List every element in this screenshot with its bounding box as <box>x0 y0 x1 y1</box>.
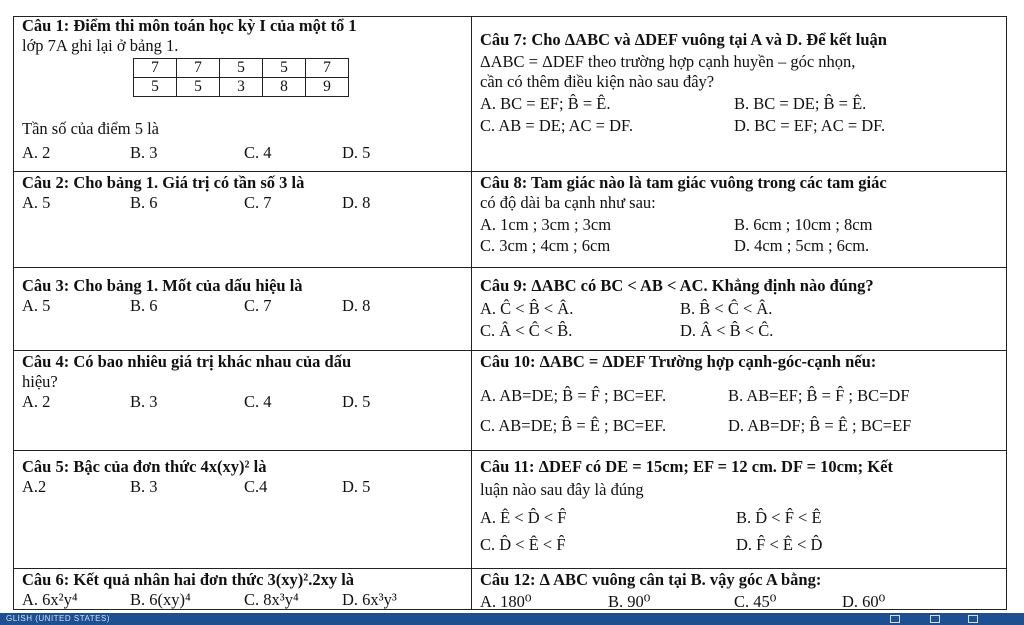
table-cell: 7 <box>134 59 177 78</box>
table-cell: 5 <box>134 78 177 97</box>
question-8 <box>471 171 1007 267</box>
q1-line2: lớp 7A ghi lại ở bảng 1. <box>22 36 179 55</box>
q12-title: Câu 12: Δ ABC vuông cân tại B. vậy góc A bằng: <box>480 570 822 589</box>
option-c: C. 3cm ; 4cm ; 6cm <box>480 236 611 255</box>
q3-options <box>22 296 471 316</box>
q11-title: Câu 11: ΔDEF có DE = 15cm; EF = 12 cm. DF = 10cm; Kết <box>480 457 893 476</box>
option-b: B. 6 <box>130 193 158 212</box>
option-c: C. 7 <box>244 296 272 315</box>
option-c: C. Â < Ĉ < B̂. <box>480 321 573 340</box>
option-b: B. 6(xy)⁴ <box>130 590 191 609</box>
option-a: A. AB=DE; B̂ = F̂ ; BC=EF. <box>480 386 667 405</box>
q4-options <box>22 392 471 412</box>
option-c: C. 7 <box>244 193 272 212</box>
q8-title: Câu 8: Tam giác nào là tam giác vuông trong các tam giác <box>480 173 887 192</box>
q1-title: Câu 1: Điểm thi môn toán học kỳ I của một tổ 1 <box>22 16 357 35</box>
option-a: A.2 <box>22 477 47 496</box>
option-a: A. 5 <box>22 296 51 315</box>
q5-title: Câu 5: Bậc của đơn thức 4x(xy)² là <box>22 457 267 476</box>
q9-options-row2 <box>480 321 1007 341</box>
option-d: D. 4cm ; 5cm ; 6cm. <box>734 236 870 255</box>
option-a: A. 6x²y⁴ <box>22 590 78 609</box>
option-b: B. 3 <box>130 143 158 162</box>
window-icon[interactable] <box>968 615 978 623</box>
table-cell: 8 <box>263 78 306 97</box>
option-a: A. 5 <box>22 193 51 212</box>
table-row <box>134 59 349 78</box>
q11-options-row2 <box>480 535 1007 555</box>
q10-options-row2 <box>480 416 1007 436</box>
q1-options <box>22 143 462 163</box>
option-b: B. D̂ < F̂ < Ê <box>736 508 822 527</box>
table-cell: 5 <box>177 78 220 97</box>
q10-options-row1 <box>480 386 1007 406</box>
option-c: C. 4 <box>244 143 272 162</box>
q4-line2: hiệu? <box>22 372 58 391</box>
language-indicator[interactable]: GLISH (UNITED STATES) <box>6 614 110 623</box>
option-c: C. AB = DE; AC = DF. <box>480 116 633 135</box>
option-d: D. AB=DF; B̂ = Ê ; BC=EF <box>728 416 912 435</box>
option-d: D. 5 <box>342 143 371 162</box>
option-c: C. 4 <box>244 392 272 411</box>
option-d: D. F̂ < Ê < D̂ <box>736 535 823 554</box>
taskbar <box>0 613 1024 625</box>
q2-title: Câu 2: Cho bảng 1. Giá trị có tần số 3 là <box>22 173 305 192</box>
q8-options-row2 <box>480 236 1007 256</box>
q5-options <box>22 477 471 497</box>
worksheet <box>13 16 1007 610</box>
question-4 <box>13 350 471 450</box>
option-b: B. B̂ < Ĉ < Â. <box>680 299 773 318</box>
q7-line3: cần có thêm điều kiện nào sau đây? <box>480 72 715 91</box>
q8-line2: có độ dài ba cạnh như sau: <box>480 193 656 212</box>
q8-options-row1 <box>480 215 1007 235</box>
option-b: B. BC = DE; B̂ = Ê. <box>734 94 867 113</box>
q10-title: Câu 10: ΔABC = ΔDEF Trường hợp cạnh-góc-cạnh nếu: <box>480 352 877 371</box>
table-cell: 7 <box>177 59 220 78</box>
option-c: C. D̂ < Ê < F̂ <box>480 535 566 554</box>
q2-options <box>22 193 471 213</box>
q6-options <box>22 590 471 610</box>
q7-options-row2 <box>480 116 1007 136</box>
q7-options-row1 <box>480 94 1007 114</box>
option-b: B. 90⁰ <box>608 592 651 611</box>
question-6 <box>13 568 471 610</box>
option-d: D. 60⁰ <box>842 592 886 611</box>
option-a: A. Ĉ < B̂ < Â. <box>480 299 574 318</box>
question-9 <box>471 267 1007 350</box>
q7-title: Câu 7: Cho ΔABC và ΔDEF vuông tại A và D. Để kết luận <box>480 30 887 49</box>
table-cell: 7 <box>306 59 349 78</box>
question-1 <box>13 16 471 171</box>
option-a: A. 2 <box>22 143 51 162</box>
table-row <box>134 78 349 97</box>
q4-title: Câu 4: Có bao nhiêu giá trị khác nhau của dấu <box>22 352 352 371</box>
table-cell: 5 <box>220 59 263 78</box>
question-5 <box>13 450 471 568</box>
option-b: B. 3 <box>130 477 158 496</box>
question-10 <box>471 350 1007 450</box>
option-d: D. 5 <box>342 392 371 411</box>
option-b: B. 6 <box>130 296 158 315</box>
q9-title: Câu 9: ΔABC có BC < AB < AC. Khẳng định nào đúng? <box>480 276 874 295</box>
q11-line2: luận nào sau đây là đúng <box>480 480 644 499</box>
option-a: A. 2 <box>22 392 51 411</box>
option-d: D. 6x³y³ <box>342 590 397 609</box>
option-d: D. 8 <box>342 296 371 315</box>
option-a: A. Ê < D̂ < F̂ <box>480 508 567 527</box>
option-a: A. 180⁰ <box>480 592 532 611</box>
q12-options <box>480 592 1007 612</box>
frequency-table <box>133 58 349 97</box>
q7-line2: ΔABC = ΔDEF theo trường hợp cạnh huyền – góc nhọn, <box>480 52 856 71</box>
q6-title: Câu 6: Kết quả nhân hai đơn thức 3(xy)².2xy là <box>22 570 355 589</box>
option-c: C. 45⁰ <box>734 592 777 611</box>
q11-options-row1 <box>480 508 1007 528</box>
q3-title: Câu 3: Cho bảng 1. Mốt của dấu hiệu là <box>22 276 303 295</box>
option-c: C.4 <box>244 477 268 496</box>
question-11 <box>471 450 1007 568</box>
question-12 <box>471 568 1007 610</box>
option-d: D. 8 <box>342 193 371 212</box>
option-d: D. Â < B̂ < Ĉ. <box>680 321 774 340</box>
question-3 <box>13 267 471 350</box>
option-b: B. 6cm ; 10cm ; 8cm <box>734 215 873 234</box>
question-2 <box>13 171 471 267</box>
window-icon[interactable] <box>930 615 940 623</box>
option-b: B. 3 <box>130 392 158 411</box>
table-cell: 9 <box>306 78 349 97</box>
option-a: A. 1cm ; 3cm ; 3cm <box>480 215 612 234</box>
table-cell: 5 <box>263 59 306 78</box>
option-c: C. AB=DE; B̂ = Ê ; BC=EF. <box>480 416 667 435</box>
question-7 <box>471 16 1007 171</box>
option-b: B. AB=EF; B̂ = F̂ ; BC=DF <box>728 386 910 405</box>
table-cell: 3 <box>220 78 263 97</box>
option-d: D. BC = EF; AC = DF. <box>734 116 886 135</box>
q9-options-row1 <box>480 299 1007 319</box>
option-c: C. 8x³y⁴ <box>244 590 299 609</box>
window-icon[interactable] <box>890 615 900 623</box>
option-d: D. 5 <box>342 477 371 496</box>
option-a: A. BC = EF; B̂ = Ê. <box>480 94 611 113</box>
q1-question: Tần số của điểm 5 là <box>22 119 159 138</box>
